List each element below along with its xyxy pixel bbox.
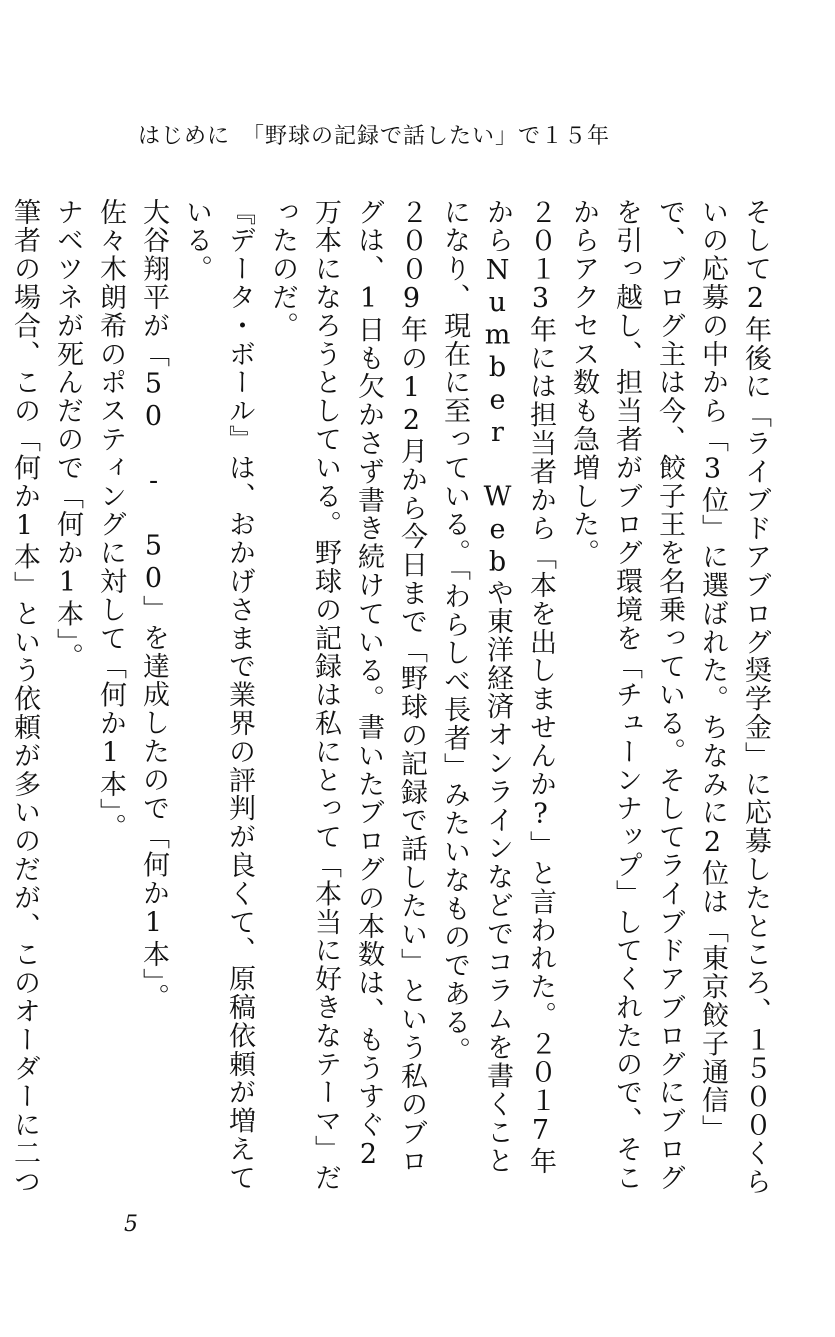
paragraph: 大谷翔平が「50 - 50」を達成したので「何か1本」。 — [138, 198, 169, 1012]
paragraph: 筆者の場合、この「何か1本」という依頼が多いのだが、このオーダーに二つ — [9, 198, 40, 1196]
running-head: はじめに 「野球の記録で話したい」で１５年 — [138, 124, 611, 149]
paragraph: 佐々木朗希のポスティングに対して「何か1本」。 — [95, 198, 126, 842]
paragraph: ２００9年の12月から今日まで「野球の記録で話したい」という私のブログは、1日も欠かさず書き続けている。書いたブログの本数は、もうすぐ2万本になろうとしている。野球の記録は私にとって「本当に好きなテーマ」だったのだ。 — [267, 198, 427, 1192]
paragraph: 『データ・ボール』は、おかげさまで業界の評判が良くて、原稿依頼が増えている。 — [181, 198, 255, 1192]
paragraph: ナベツネが死んだので「何か1本」。 — [52, 198, 83, 672]
page-number: 5 — [124, 1212, 138, 1237]
body-text — [0, 198, 777, 1198]
paragraph: ２０１3年には担当者から「本を出しませんか?」と言われた。２０１7年からNumber Webや東洋経済オンラインなどでコラムを書くことになり、現在に至っている。「わらしべ長者」みたいなものである。 — [439, 198, 556, 1176]
paragraph: そして2年後に「ライブドアブログ奨学金」に応募したところ、１５００くらいの応募の中から「3位」に選ばれた。ちなみに2位は「東京餃子通信」で、ブログ主は今、餃子王を名乗っている。そしてライブドアブログにブログを引っ越し、担当者がブログ環境を「チューンナップ」してくれたので、そこからアクセス数も急増した。 — [568, 198, 771, 1196]
